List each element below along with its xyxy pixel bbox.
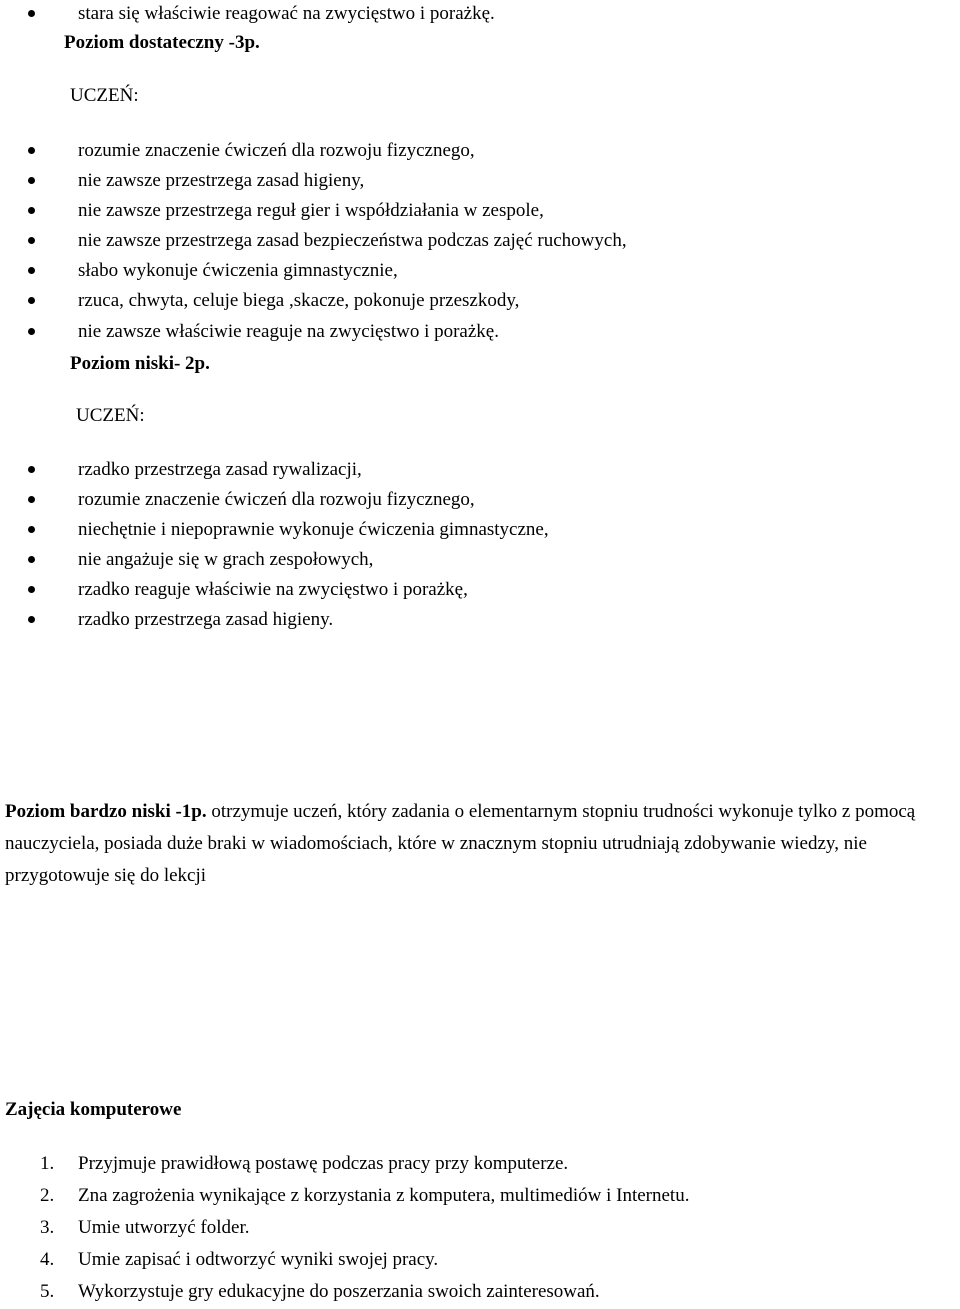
paragraph-text: otrzymuje uczeń, który zadania o elementarnym stopniu trudności wykonuje tylko z pomocą nauczyciela, posiada duże braki w wiadomościach, które w znacznym stopniu utrudniają zdobywanie wiedzy, nie przygotowuje się do lekcji: [5, 801, 916, 886]
bullet-icon: [28, 328, 35, 335]
bullet-icon: [28, 616, 35, 623]
level-heading-niski: Poziom niski- 2p.: [70, 353, 210, 374]
bullet-icon: [28, 556, 35, 563]
section-heading-uczen: UCZEŃ:: [76, 405, 145, 426]
section-heading-uczen: UCZEŃ:: [70, 85, 139, 106]
bullet-icon: [28, 586, 35, 593]
bullet-icon: [28, 207, 35, 214]
bullet-icon: [28, 496, 35, 503]
bullet-icon: [28, 267, 35, 274]
bullet-icon: [28, 237, 35, 244]
bullet-icon: [28, 10, 35, 17]
level-label-bardzo-niski: Poziom bardzo niski -1p.: [5, 801, 207, 822]
paragraph-bardzo-niski: [5, 796, 960, 892]
document-page: stara się właściwie reagować na zwycięstwo i porażkę. Poziom dostateczny -3p. UCZEŃ: rozumie znaczenie ćwiczeń dla rozwoju fizycznego, nie zawsze przestrzega zasad higieny, nie zawsze przestrzega reguł gier i współdziałania w zespole, nie zawsze przestrzega zasad bezpieczeństwa podczas zajęć ruchowych, słabo wykonuje ćwiczenia gimnastycznie, rzuca, chwyta, celuje biega ,skacze, pokonuje przeszkody, nie zawsze właściwie reaguje na zwycięstwo i porażkę. Poziom niski- 2p. UCZEŃ: rzadko przestrzega zasad rywalizacji, rozumie znaczenie ćwiczeń dla rozwoju fizycznego, niechętnie i niepoprawnie wykonuje ćwiczenia gimnastyczne, nie angażuje się w grach zespołowych, rzadko reaguje właściwie na zwycięstwo i porażkę, rzadko przestrzega zasad higieny. Poziom bardzo niski -1p. otrzymuje uczeń, który zadania o elementarnym stopniu trudności wykonuje tylko z pomocą nauczyciela, posiada duże braki w wiadomościach, które w znacznym stopniu utrudniają zdobywanie wiedzy, nie przygotowuje się do lekcji Zajęcia komputerowe 1. Przyjmuje prawidłową postawę podczas pracy przy komputerze. 2. Zna zagrożenia wynikające z korzystania z komputera, multimediów i Internetu. 3. Umie utworzyć folder. 4. Umie zapisać i odtworzyć wyniki swojej pracy. 5. Wykorzystuje gry edukacyjne do poszerzania swoich zainteresowań.: [0, 0, 960, 1309]
bullet-icon: [28, 466, 35, 473]
bullet-icon: [28, 147, 35, 154]
level-heading-dostateczny: Poziom dostateczny -3p.: [64, 32, 260, 53]
bullet-icon: [28, 526, 35, 533]
section-heading-zajecia-komputerowe: Zajęcia komputerowe: [5, 1099, 182, 1120]
bullet-icon: [28, 297, 35, 304]
bullet-icon: [28, 177, 35, 184]
